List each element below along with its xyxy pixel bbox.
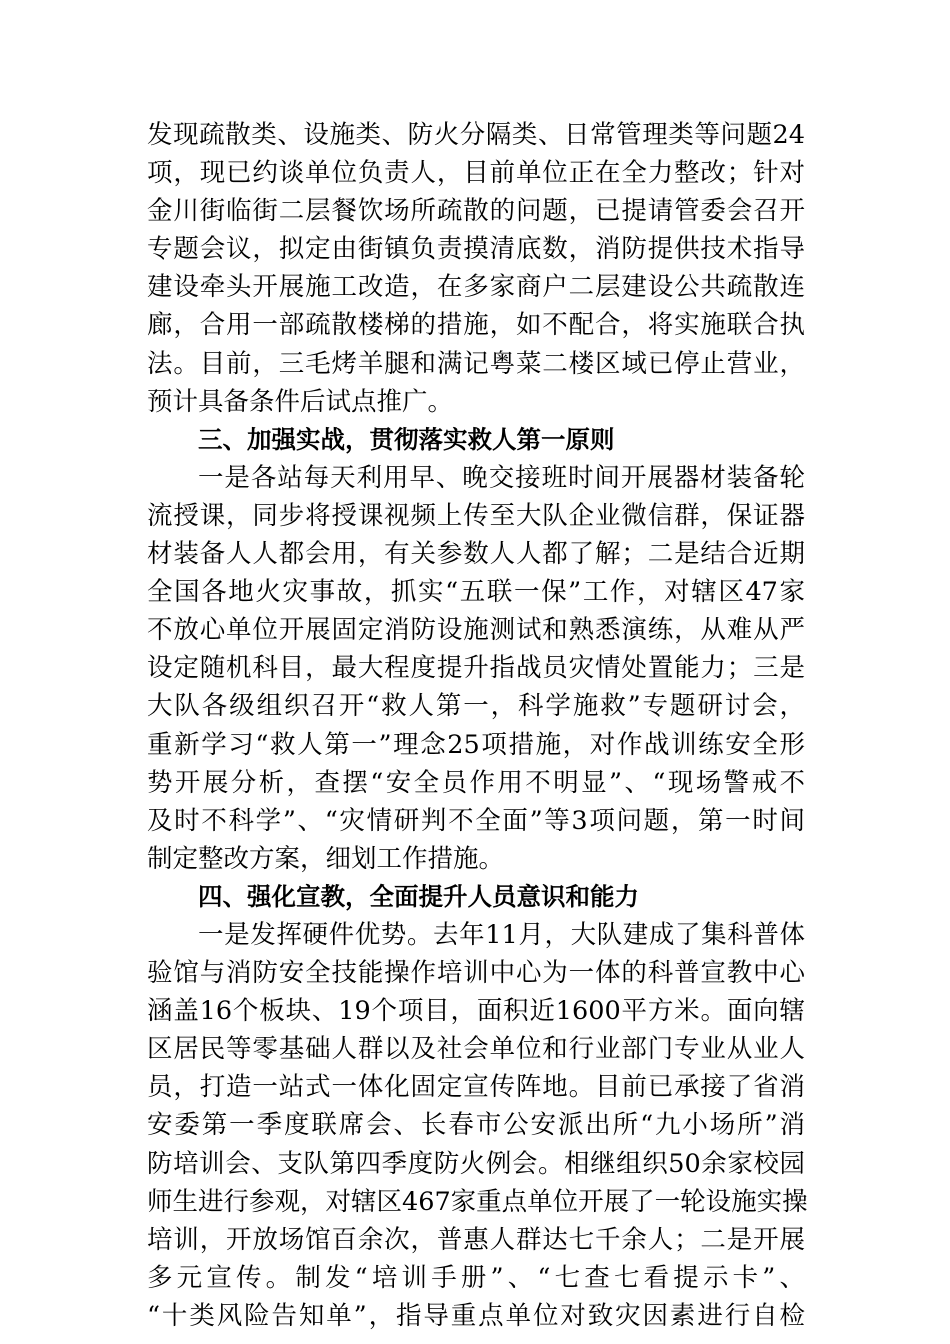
text-line: 流授课，同步将授课视频上传至大队企业微信群，保证器 — [147, 500, 805, 531]
text-line: 大队各级组织召开“救人第一，科学施救”专题研讨会， — [147, 691, 805, 722]
paragraph-evacuation-issues — [147, 116, 805, 421]
text-line: 区居民等零基础人群以及社会单位和行业部门专业从业人 — [147, 1034, 805, 1065]
text-line: 安委第一季度联席会、长春市公安派出所“九小场所”消 — [147, 1110, 805, 1141]
text-line: 设定随机科目，最大程度提升指战员灾情处置能力；三是 — [147, 653, 805, 684]
text-line: 制定整改方案，细划工作措施。 — [147, 843, 505, 874]
text-line: 防培训会、支队第四季度防火例会。相继组织50余家校园 — [147, 1148, 805, 1179]
text-line: 员，打造一站式一体化固定宣传阵地。目前已承接了省消 — [147, 1072, 805, 1103]
text-line: 金川街临街二层餐饮场所疏散的问题，已提请管委会召开 — [147, 196, 805, 227]
paragraph-actual-combat — [147, 459, 805, 878]
text-line: 法。目前，三毛烤羊腿和满记粤菜二楼区域已停止营业， — [147, 348, 805, 379]
text-line: 一是发挥硬件优势。去年11月，大队建成了集科普体 — [198, 919, 805, 950]
text-line: 建设牵头开展施工改造，在多家商户二层建设公共疏散连 — [147, 272, 805, 303]
text-line: 验馆与消防安全技能操作培训中心为一体的科普宣教中心 — [147, 958, 805, 989]
text-line: 重新学习“救人第一”理念25项措施，对作战训练安全形 — [147, 729, 805, 760]
text-line: 全国各地火灾事故，抓实“五联一保”工作，对辖区47家 — [147, 577, 805, 608]
text-line: 预计具备条件后试点推广。 — [147, 386, 454, 417]
text-line: 材装备人人都会用，有关参数人人都了解；二是结合近期 — [147, 539, 805, 570]
text-line: 多元宣传。制发“培训手册”、“七查七看提示卡”、 — [147, 1262, 805, 1293]
text-line: 师生进行参观，对辖区467家重点单位开展了一轮设施实操 — [147, 1186, 808, 1217]
text-line: 廊，合用一部疏散楼梯的措施，如不配合，将实施联合执 — [147, 310, 805, 341]
text-line: 不放心单位开展固定消防设施测试和熟悉演练，从难从严 — [147, 615, 805, 646]
text-line: 一是各站每天利用早、晚交接班时间开展器材装备轮 — [198, 462, 805, 493]
text-line: 势开展分析，查摆“安全员作用不明显”、“现场警戒不 — [147, 767, 805, 798]
text-line: “十类风险告知单”，指导重点单位对致灾因素进行自检 — [147, 1300, 805, 1331]
section-heading-4: 四、强化宣教，全面提升人员意识和能力 — [198, 881, 639, 911]
text-line: 涵盖16个板块、19个项目，面积近1600平方米。面向辖 — [147, 996, 805, 1027]
paragraph-publicity-education — [147, 916, 808, 1335]
text-line: 专题会议，拟定由街镇负责摸清底数，消防提供技术指导 — [147, 234, 805, 265]
text-line: 培训，开放场馆百余次，普惠人群达七千余人；二是开展 — [147, 1224, 805, 1255]
text-line: 发现疏散类、设施类、防火分隔类、日常管理类等问题24 — [147, 120, 805, 150]
document-page — [147, 116, 808, 1335]
text-line: 及时不科学”、“灾情研判不全面”等3项问题，第一时间 — [147, 805, 805, 836]
section-heading-3: 三、加强实战，贯彻落实救人第一原则 — [198, 424, 615, 454]
text-line: 项，现已约谈单位负责人，目前单位正在全力整改；针对 — [147, 158, 805, 189]
